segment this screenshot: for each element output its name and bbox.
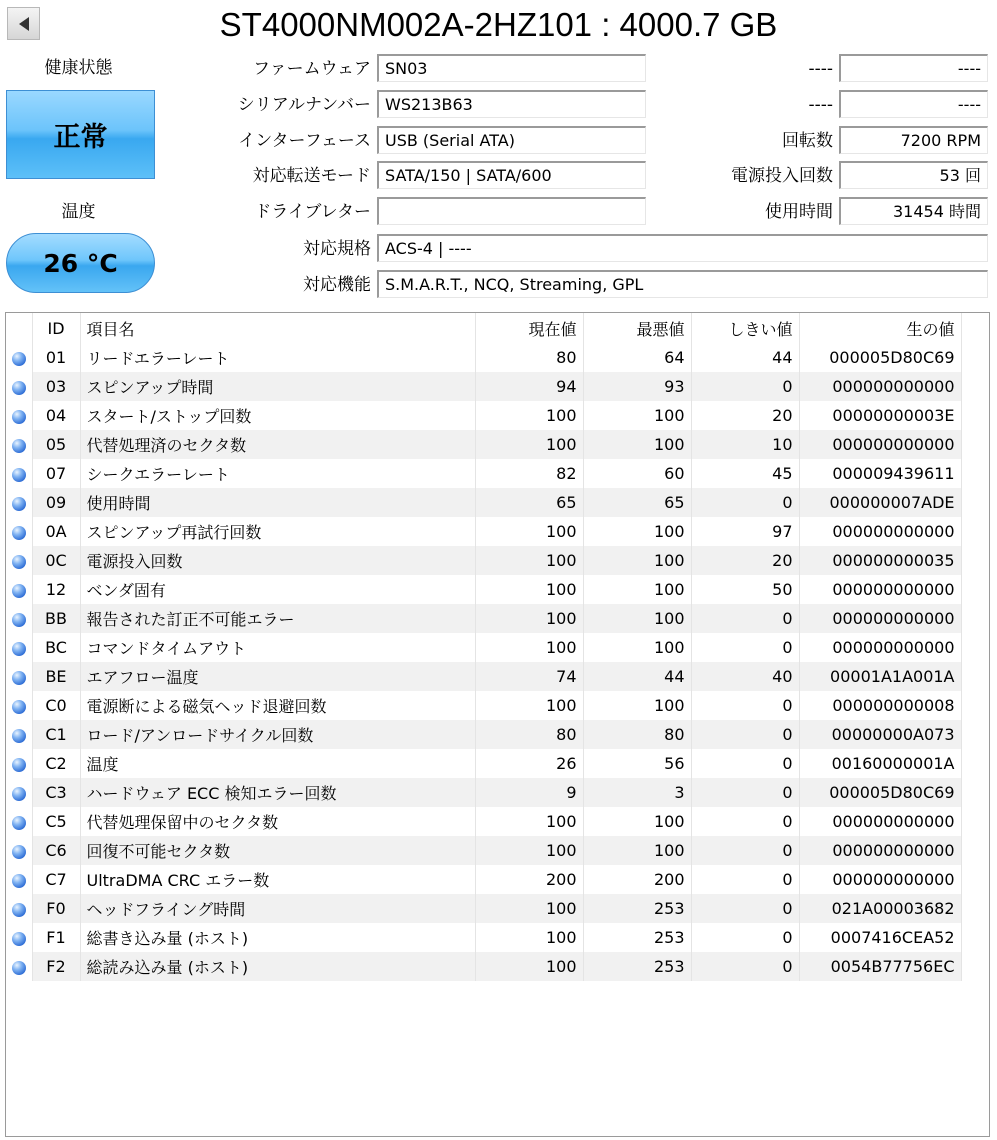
raw-value-cell: 000000000035 [799,546,961,575]
status-dot-icon [12,526,26,540]
attribute-cell: スピンアップ時間 [80,372,475,401]
features-label: 対応機能 [303,275,371,295]
worst-cell: 44 [583,662,691,691]
worst-cell: 100 [583,807,691,836]
health-label: 健康状態 [44,58,113,78]
id-cell: 0C [32,546,80,575]
current-cell: 100 [475,546,583,575]
attribute-cell: ヘッドフライング時間 [80,894,475,923]
status-cell [6,894,32,923]
status-dot-icon [12,845,26,859]
attribute-cell: 使用時間 [80,488,475,517]
worst-cell: 200 [583,865,691,894]
threshold-cell: 0 [691,923,799,952]
header-threshold[interactable]: しきい値 [691,313,799,343]
threshold-cell: 44 [691,343,799,372]
threshold-cell: 10 [691,430,799,459]
current-cell: 100 [475,633,583,662]
worst-cell: 253 [583,894,691,923]
status-cell [6,604,32,633]
status-dot-icon [12,410,26,424]
status-dot-icon [12,700,26,714]
status-dot-icon [12,468,26,482]
table-row[interactable] [6,865,961,894]
worst-cell: 100 [583,430,691,459]
transfer-mode-label: 対応転送モード [252,166,371,186]
id-cell: F2 [32,952,80,981]
header-current[interactable]: 現在値 [475,313,583,343]
drive-title: ST4000NM002A-2HZ101 : 4000.7 GB [219,6,778,43]
current-cell: 100 [475,575,583,604]
interface-label: インターフェース [238,131,371,151]
current-cell: 26 [475,749,583,778]
raw-value-cell: 000000000000 [799,430,961,459]
threshold-cell: 0 [691,894,799,923]
worst-cell: 100 [583,546,691,575]
table-row[interactable] [6,778,961,807]
worst-cell: 100 [583,517,691,546]
attribute-cell: 温度 [80,749,475,778]
status-dot-icon [12,903,26,917]
status-dot-icon [12,758,26,772]
status-cell [6,488,32,517]
attribute-cell: スタート/ストップ回数 [80,401,475,430]
smart-table-container[interactable] [5,312,990,1137]
table-row[interactable] [6,488,961,517]
status-dot-icon [12,874,26,888]
attribute-cell: 代替処理済のセクタ数 [80,430,475,459]
attribute-cell: ベンダ固有 [80,575,475,604]
raw-value-cell: 000000000008 [799,691,961,720]
status-dot-icon [12,381,26,395]
status-cell [6,459,32,488]
current-cell: 100 [475,691,583,720]
power-on-count-label: 電源投入回数 [731,166,833,186]
table-row[interactable] [6,575,961,604]
worst-cell: 100 [583,836,691,865]
attribute-cell: 総読み込み量 (ホスト) [80,952,475,981]
table-row[interactable] [6,836,961,865]
threshold-cell: 40 [691,662,799,691]
raw-value-cell: 000000000000 [799,836,961,865]
worst-cell: 56 [583,749,691,778]
current-cell: 100 [475,894,583,923]
current-cell: 100 [475,807,583,836]
raw-value-cell: 000005D80C69 [799,343,961,372]
id-cell: BB [32,604,80,633]
attribute-cell: スピンアップ再試行回数 [80,517,475,546]
threshold-cell: 0 [691,633,799,662]
worst-cell: 64 [583,343,691,372]
id-cell: BE [32,662,80,691]
table-row[interactable] [6,691,961,720]
current-cell: 100 [475,836,583,865]
threshold-cell: 0 [691,952,799,981]
status-cell [6,778,32,807]
current-cell: 82 [475,459,583,488]
status-cell [6,430,32,459]
worst-cell: 3 [583,778,691,807]
table-row[interactable] [6,952,961,981]
worst-cell: 100 [583,691,691,720]
current-cell: 94 [475,372,583,401]
current-cell: 9 [475,778,583,807]
attribute-cell: 電源投入回数 [80,546,475,575]
id-cell: C6 [32,836,80,865]
attribute-cell: ハードウェア ECC 検知エラー回数 [80,778,475,807]
table-row[interactable] [6,604,961,633]
raw-value-cell: 000000000000 [799,604,961,633]
header-id[interactable]: ID [32,313,80,343]
status-dot-icon [12,584,26,598]
threshold-cell: 0 [691,778,799,807]
attribute-cell: 電源断による磁気ヘッド退避回数 [80,691,475,720]
table-row[interactable] [6,807,961,836]
status-cell [6,575,32,604]
id-cell: C0 [32,691,80,720]
threshold-cell: 0 [691,372,799,401]
temperature-button[interactable]: 26 °C [6,233,155,293]
status-dot-icon [12,961,26,975]
attribute-cell: 代替処理保留中のセクタ数 [80,807,475,836]
status-dot-icon [12,671,26,685]
health-status-button[interactable]: 正常 [6,90,155,179]
table-row[interactable] [6,430,961,459]
id-cell: 01 [32,343,80,372]
threshold-cell: 0 [691,865,799,894]
attribute-cell: 総書き込み量 (ホスト) [80,923,475,952]
id-cell: F0 [32,894,80,923]
status-cell [6,633,32,662]
status-dot-icon [12,642,26,656]
table-row[interactable] [6,343,961,372]
current-cell: 100 [475,401,583,430]
status-dot-icon [12,816,26,830]
standard-field: ACS-4 | ---- [377,234,988,262]
serial-field: WS213B63 [377,90,646,118]
threshold-cell: 20 [691,546,799,575]
status-cell [6,749,32,778]
current-cell: 100 [475,430,583,459]
id-cell: 04 [32,401,80,430]
id-cell: 0A [32,517,80,546]
status-cell [6,865,32,894]
threshold-cell: 97 [691,517,799,546]
rotation-label: 回転数 [782,131,833,151]
firmware-field: SN03 [377,54,646,82]
worst-cell: 93 [583,372,691,401]
features-field: S.M.A.R.T., NCQ, Streaming, GPL [377,270,988,298]
id-cell: 07 [32,459,80,488]
raw-value-cell: 00000000003E [799,401,961,430]
right-label-1: ---- [808,59,833,79]
status-cell [6,691,32,720]
threshold-cell: 0 [691,749,799,778]
threshold-cell: 0 [691,836,799,865]
table-row[interactable] [6,459,961,488]
raw-value-cell: 00000000A073 [799,720,961,749]
threshold-cell: 0 [691,720,799,749]
current-cell: 200 [475,865,583,894]
raw-value-cell: 000000000000 [799,517,961,546]
worst-cell: 253 [583,923,691,952]
id-cell: 03 [32,372,80,401]
table-row[interactable] [6,662,961,691]
threshold-cell: 20 [691,401,799,430]
status-dot-icon [12,613,26,627]
transfer-mode-field: SATA/150 | SATA/600 [377,161,646,189]
id-cell: C2 [32,749,80,778]
threshold-cell: 45 [691,459,799,488]
smart-table [6,313,962,981]
header-worst[interactable]: 最悪値 [583,313,691,343]
current-cell: 65 [475,488,583,517]
attribute-cell: ロード/アンロードサイクル回数 [80,720,475,749]
attribute-cell: UltraDMA CRC エラー数 [80,865,475,894]
raw-value-cell: 000000000000 [799,575,961,604]
raw-value-cell: 00160000001A [799,749,961,778]
attribute-cell: シークエラーレート [80,459,475,488]
status-dot-icon [12,439,26,453]
status-cell [6,836,32,865]
header-status[interactable] [6,313,32,343]
raw-value-cell: 000009439611 [799,459,961,488]
firmware-label: ファームウェア [253,59,371,79]
raw-value-cell: 000000000000 [799,807,961,836]
threshold-cell: 0 [691,807,799,836]
id-cell: C3 [32,778,80,807]
power-on-hours-label: 使用時間 [765,202,833,222]
header-raw[interactable]: 生の値 [799,313,961,343]
current-cell: 100 [475,923,583,952]
status-dot-icon [12,352,26,366]
id-cell: 09 [32,488,80,517]
worst-cell: 60 [583,459,691,488]
status-cell [6,720,32,749]
standard-label: 対応規格 [303,239,371,259]
status-dot-icon [12,729,26,743]
right-field-2: ---- [839,90,988,118]
threshold-cell: 0 [691,691,799,720]
raw-value-cell: 000000000000 [799,372,961,401]
current-cell: 100 [475,952,583,981]
id-cell: C5 [32,807,80,836]
status-cell [6,952,32,981]
threshold-cell: 50 [691,575,799,604]
power-on-hours-field: 31454 時間 [839,197,988,225]
raw-value-cell: 000000007ADE [799,488,961,517]
status-cell [6,923,32,952]
worst-cell: 100 [583,633,691,662]
id-cell: C7 [32,865,80,894]
raw-value-cell: 0007416CEA52 [799,923,961,952]
worst-cell: 80 [583,720,691,749]
raw-value-cell: 0054B77756EC [799,952,961,981]
attribute-cell: 回復不可能セクタ数 [80,836,475,865]
worst-cell: 100 [583,401,691,430]
table-row[interactable] [6,546,961,575]
current-cell: 80 [475,720,583,749]
current-cell: 100 [475,604,583,633]
id-cell: 12 [32,575,80,604]
attribute-cell: コマンドタイムアウト [80,633,475,662]
id-cell: 05 [32,430,80,459]
status-cell [6,372,32,401]
status-cell [6,401,32,430]
attribute-cell: エアフロー温度 [80,662,475,691]
raw-value-cell: 00001A1A001A [799,662,961,691]
current-cell: 80 [475,343,583,372]
table-row[interactable] [6,633,961,662]
header-attribute[interactable]: 項目名 [80,313,475,343]
table-header-row [6,313,961,343]
drive-letter-field [377,197,646,225]
status-dot-icon [12,932,26,946]
raw-value-cell: 000000000000 [799,865,961,894]
right-label-2: ---- [808,95,833,115]
temperature-label: 温度 [61,202,96,222]
status-cell [6,662,32,691]
drive-letter-label: ドライブレター [254,202,371,222]
worst-cell: 100 [583,604,691,633]
threshold-cell: 0 [691,604,799,633]
right-field-1: ---- [839,54,988,82]
status-dot-icon [12,497,26,511]
interface-field: USB (Serial ATA) [377,126,646,154]
serial-label: シリアルナンバー [237,95,371,115]
table-row[interactable] [6,720,961,749]
status-cell [6,517,32,546]
raw-value-cell: 000000000000 [799,633,961,662]
worst-cell: 253 [583,952,691,981]
worst-cell: 100 [583,575,691,604]
id-cell: F1 [32,923,80,952]
table-row[interactable] [6,401,961,430]
table-row[interactable] [6,749,961,778]
worst-cell: 65 [583,488,691,517]
raw-value-cell: 000005D80C69 [799,778,961,807]
table-row[interactable] [6,894,961,923]
attribute-cell: 報告された訂正不可能エラー [80,604,475,633]
status-cell [6,343,32,372]
attribute-cell: リードエラーレート [80,343,475,372]
status-dot-icon [12,787,26,801]
table-row[interactable] [6,372,961,401]
threshold-cell: 0 [691,488,799,517]
table-row[interactable] [6,923,961,952]
id-cell: C1 [32,720,80,749]
current-cell: 100 [475,517,583,546]
table-row[interactable] [6,517,961,546]
status-cell [6,546,32,575]
current-cell: 74 [475,662,583,691]
power-on-count-field: 53 回 [839,161,988,189]
id-cell: BC [32,633,80,662]
status-cell [6,807,32,836]
rotation-field: 7200 RPM [839,126,988,154]
status-dot-icon [12,555,26,569]
raw-value-cell: 021A00003682 [799,894,961,923]
